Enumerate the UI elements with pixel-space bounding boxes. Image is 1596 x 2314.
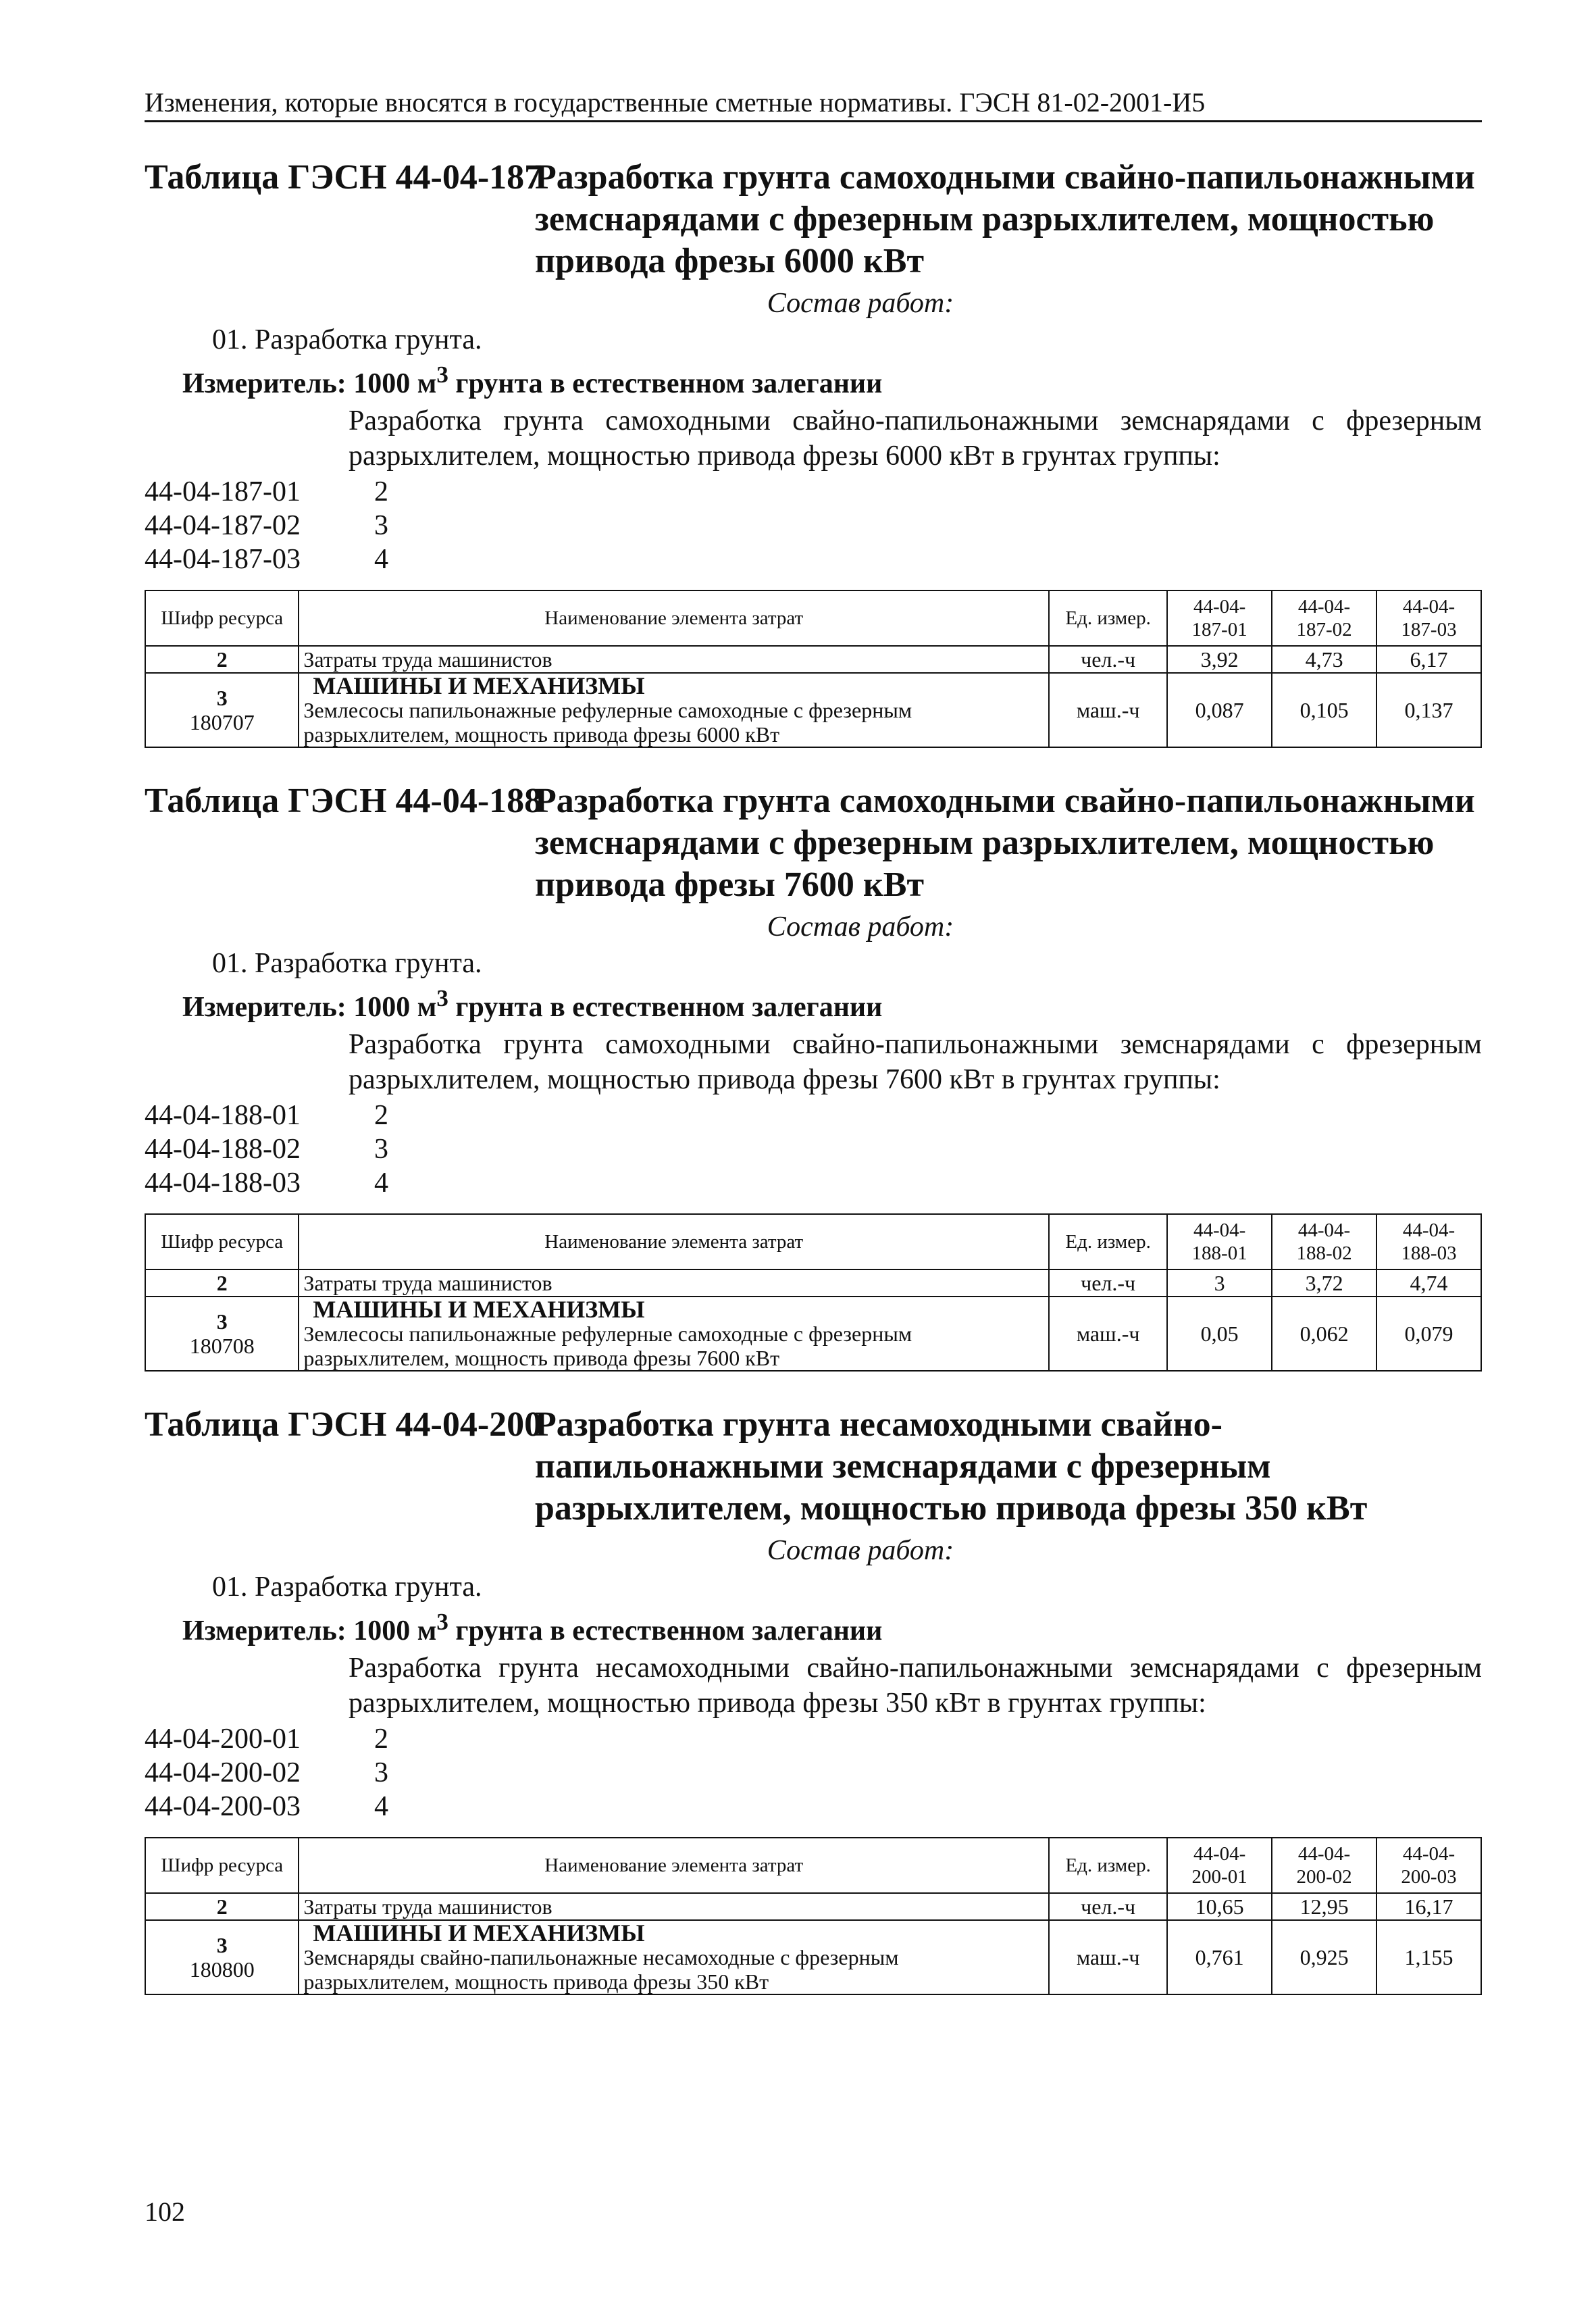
- header-col-3: [1376, 1214, 1481, 1269]
- row-value: 3: [1167, 1269, 1272, 1297]
- row-value: 0,137: [1376, 673, 1481, 747]
- group-title: МАШИНЫ И МЕХАНИЗМЫ: [313, 1296, 645, 1323]
- header-col-1: [1167, 590, 1272, 646]
- table-row-machines: [145, 1920, 1481, 1994]
- norm-code: 44-04-187-03: [145, 544, 301, 575]
- row-value: 1,155: [1376, 1920, 1481, 1994]
- meter-line: [182, 982, 1482, 1024]
- table-title: Разработка грунта самоходными свайно-папильонажными земснарядами с фрезерным разрыхлителем, мощностью привода фрезы 6000 кВт: [535, 158, 1475, 280]
- header-unit: Ед. измер.: [1049, 590, 1167, 646]
- composition-label: Состав работ:: [767, 911, 954, 942]
- code-row: [145, 1722, 1482, 1756]
- norm-codes: [145, 1099, 1482, 1200]
- table-title: Разработка грунта самоходными свайно-папильонажными земснарядами с фрезерным разрыхлителем, мощностью привода фрезы 7600 кВт: [535, 782, 1475, 904]
- row-value: 0,087: [1167, 673, 1272, 747]
- header-code-bottom: 188-01: [1191, 1242, 1247, 1264]
- meter-sup: 3: [436, 1609, 448, 1635]
- row-unit: чел.-ч: [1049, 646, 1167, 673]
- norm-codes: [145, 475, 1482, 576]
- meter-line: [182, 358, 1482, 401]
- table-number: Таблица ГЭСН 44-04-187: [145, 158, 542, 197]
- code-row: [145, 1132, 1482, 1166]
- table-row-labor: [145, 1269, 1481, 1297]
- header-col-2: [1272, 1838, 1376, 1893]
- norm-description: Разработка грунта самоходными свайно-папильонажными земснарядами с фрезерным разрыхлителем, мощностью привода фрезы 6000 кВт в грунтах группы:: [349, 405, 1482, 472]
- resource-name: Землесосы папильонажные рефулерные самоходные с фрезерным разрыхлителем, мощность привода фрезы 7600 кВт: [303, 1322, 912, 1370]
- group-code: 3: [216, 1933, 228, 1957]
- resource-code: 180708: [189, 1334, 255, 1358]
- norm-code: 44-04-188-03: [145, 1167, 301, 1199]
- header-code-bottom: 200-03: [1401, 1866, 1457, 1888]
- header-code-top: 44-04-: [1402, 1219, 1456, 1241]
- row-name: [299, 1297, 1049, 1371]
- meter-rest: грунта в естественном залегании: [448, 992, 883, 1023]
- meter-value: 1000 м: [353, 1615, 437, 1646]
- header-unit: Ед. измер.: [1049, 1838, 1167, 1893]
- header-code: Шифр ресурса: [145, 590, 299, 646]
- norm-code: 44-04-200-01: [145, 1724, 301, 1755]
- row-value: 0,105: [1272, 673, 1376, 747]
- meter-value: 1000 м: [353, 992, 437, 1023]
- header-code-bottom: 188-02: [1296, 1242, 1352, 1264]
- header-code-top: 44-04-: [1193, 1843, 1246, 1865]
- header-code-top: 44-04-: [1193, 596, 1246, 618]
- resource-table: [145, 1213, 1482, 1372]
- row-value: 6,17: [1376, 646, 1481, 673]
- norm-section-200: [145, 1404, 1482, 1995]
- code-row: [145, 1790, 1482, 1823]
- soil-group: 2: [374, 476, 388, 507]
- table-number: Таблица ГЭСН 44-04-188: [145, 782, 542, 820]
- code-row: [145, 1756, 1482, 1790]
- group-title: МАШИНЫ И МЕХАНИЗМЫ: [313, 1919, 645, 1946]
- header-name: Наименование элемента затрат: [299, 1838, 1049, 1893]
- header-col-3: [1376, 1838, 1481, 1893]
- meter-label: Измеритель:: [182, 1615, 346, 1646]
- table-row-labor: [145, 1893, 1481, 1920]
- composition-label: Состав работ:: [767, 1535, 954, 1566]
- soil-group: 2: [374, 1100, 388, 1131]
- section-title: [145, 780, 1482, 906]
- row-unit: чел.-ч: [1049, 1893, 1167, 1920]
- meter-rest: грунта в естественном залегании: [448, 368, 883, 399]
- row-code: [145, 673, 299, 747]
- header-code-bottom: 187-01: [1191, 619, 1247, 640]
- resource-name: Землесосы папильонажные рефулерные самоходные с фрезерным разрыхлителем, мощность привода фрезы 6000 кВт: [303, 698, 912, 747]
- group-code: 3: [216, 686, 228, 710]
- row-value: 4,73: [1272, 646, 1376, 673]
- row-code: 2: [145, 646, 299, 673]
- norm-code: 44-04-188-02: [145, 1134, 301, 1165]
- meter-rest: грунта в естественном залегании: [448, 1615, 883, 1646]
- table-header-row: [145, 1838, 1481, 1893]
- row-value: 0,761: [1167, 1920, 1272, 1994]
- norm-description: Разработка грунта несамоходными свайно-папильонажными земснарядами с фрезерным разрыхлителем, мощностью привода фрезы 350 кВт в грунтах группы:: [349, 1653, 1482, 1719]
- group-title: МАШИНЫ И МЕХАНИЗМЫ: [313, 672, 645, 699]
- row-value: 0,079: [1376, 1297, 1481, 1371]
- section-title: [145, 1404, 1482, 1530]
- row-name: Затраты труда машинистов: [299, 1893, 1049, 1920]
- row-value: 3,72: [1272, 1269, 1376, 1297]
- soil-group: 4: [374, 544, 388, 575]
- header-code-bottom: 187-02: [1296, 619, 1352, 640]
- soil-group: 2: [374, 1724, 388, 1755]
- work-item: 01. Разработка грунта.: [212, 1571, 482, 1603]
- norm-code: 44-04-200-03: [145, 1791, 301, 1822]
- header-code: Шифр ресурса: [145, 1838, 299, 1893]
- row-name: Затраты труда машинистов: [299, 646, 1049, 673]
- row-value: 16,17: [1376, 1893, 1481, 1920]
- resource-code: 180800: [189, 1957, 255, 1982]
- norm-code: 44-04-200-02: [145, 1757, 301, 1788]
- row-unit: маш.-ч: [1049, 1920, 1167, 1994]
- code-row: [145, 475, 1482, 509]
- norm-description: Разработка грунта самоходными свайно-папильонажными земснарядами с фрезерным разрыхлителем, мощностью привода фрезы 7600 кВт в грунтах группы:: [349, 1029, 1482, 1095]
- table-header-row: [145, 1214, 1481, 1269]
- row-unit: маш.-ч: [1049, 1297, 1167, 1371]
- row-name: [299, 673, 1049, 747]
- header-code-top: 44-04-: [1297, 1843, 1351, 1865]
- header-unit: Ед. измер.: [1049, 1214, 1167, 1269]
- header-code-bottom: 187-03: [1401, 619, 1457, 640]
- resource-name: Земснаряды свайно-папильонажные несамоходные с фрезерным разрыхлителем, мощность привода фрезы 350 кВт: [303, 1945, 899, 1994]
- table-title: Разработка грунта несамоходными свайно-папильонажными земснарядами с фрезерным разрыхлителем, мощностью привода фрезы 350 кВт: [535, 1405, 1368, 1528]
- row-value: 12,95: [1272, 1893, 1376, 1920]
- norm-section-188: [145, 780, 1482, 1372]
- soil-group: 3: [374, 1757, 388, 1788]
- row-code: 2: [145, 1893, 299, 1920]
- row-code: [145, 1920, 299, 1994]
- soil-group: 3: [374, 1134, 388, 1165]
- header-col-1: [1167, 1214, 1272, 1269]
- header-code-bottom: 188-03: [1401, 1242, 1457, 1264]
- norm-code: 44-04-187-01: [145, 476, 301, 507]
- row-unit: маш.-ч: [1049, 673, 1167, 747]
- row-value: 3,92: [1167, 646, 1272, 673]
- table-row-labor: [145, 646, 1481, 673]
- work-item: 01. Разработка грунта.: [212, 948, 482, 979]
- meter-label: Измеритель:: [182, 992, 346, 1023]
- table-number: Таблица ГЭСН 44-04-200: [145, 1405, 542, 1444]
- meter-line: [182, 1605, 1482, 1648]
- norm-codes: [145, 1722, 1482, 1823]
- header-code-top: 44-04-: [1402, 1843, 1456, 1865]
- norm-code: 44-04-187-02: [145, 510, 301, 541]
- running-header: Изменения, которые вносятся в государственные сметные нормативы. ГЭСН 81-02-2001-И5: [145, 86, 1482, 122]
- header-code-top: 44-04-: [1193, 1219, 1246, 1241]
- row-value: 4,74: [1376, 1269, 1481, 1297]
- header-col-1: [1167, 1838, 1272, 1893]
- norm-code: 44-04-188-01: [145, 1100, 301, 1131]
- resource-table: [145, 590, 1482, 748]
- table-row-machines: [145, 1297, 1481, 1371]
- soil-group: 4: [374, 1791, 388, 1822]
- header-code-bottom: 200-02: [1296, 1866, 1352, 1888]
- composition-label: Состав работ:: [767, 288, 954, 319]
- header-code-top: 44-04-: [1297, 596, 1351, 618]
- code-row: [145, 543, 1482, 576]
- row-name: Затраты труда машинистов: [299, 1269, 1049, 1297]
- header-col-2: [1272, 1214, 1376, 1269]
- norm-section-187: [145, 157, 1482, 748]
- header-col-2: [1272, 590, 1376, 646]
- meter-sup: 3: [436, 985, 448, 1011]
- meter-sup: 3: [436, 361, 448, 388]
- table-header-row: [145, 590, 1481, 646]
- header-code: Шифр ресурса: [145, 1214, 299, 1269]
- soil-group: 3: [374, 510, 388, 541]
- header-name: Наименование элемента затрат: [299, 590, 1049, 646]
- row-name: [299, 1920, 1049, 1994]
- code-row: [145, 1166, 1482, 1200]
- code-row: [145, 1099, 1482, 1132]
- resource-code: 180707: [189, 710, 255, 734]
- row-value: 0,05: [1167, 1297, 1272, 1371]
- code-row: [145, 509, 1482, 543]
- header-code-top: 44-04-: [1297, 1219, 1351, 1241]
- page-number: 102: [145, 2196, 185, 2227]
- meter-label: Измеритель:: [182, 368, 346, 399]
- header-code-bottom: 200-01: [1191, 1866, 1247, 1888]
- work-item: 01. Разработка грунта.: [212, 324, 482, 355]
- row-code: [145, 1297, 299, 1371]
- header-col-3: [1376, 590, 1481, 646]
- row-value: 10,65: [1167, 1893, 1272, 1920]
- header-code-top: 44-04-: [1402, 596, 1456, 618]
- row-value: 0,062: [1272, 1297, 1376, 1371]
- resource-table: [145, 1837, 1482, 1995]
- section-title: [145, 157, 1482, 282]
- meter-value: 1000 м: [353, 368, 437, 399]
- soil-group: 4: [374, 1167, 388, 1199]
- row-value: 0,925: [1272, 1920, 1376, 1994]
- table-row-machines: [145, 673, 1481, 747]
- group-code: 3: [216, 1309, 228, 1334]
- row-code: 2: [145, 1269, 299, 1297]
- row-unit: чел.-ч: [1049, 1269, 1167, 1297]
- header-name: Наименование элемента затрат: [299, 1214, 1049, 1269]
